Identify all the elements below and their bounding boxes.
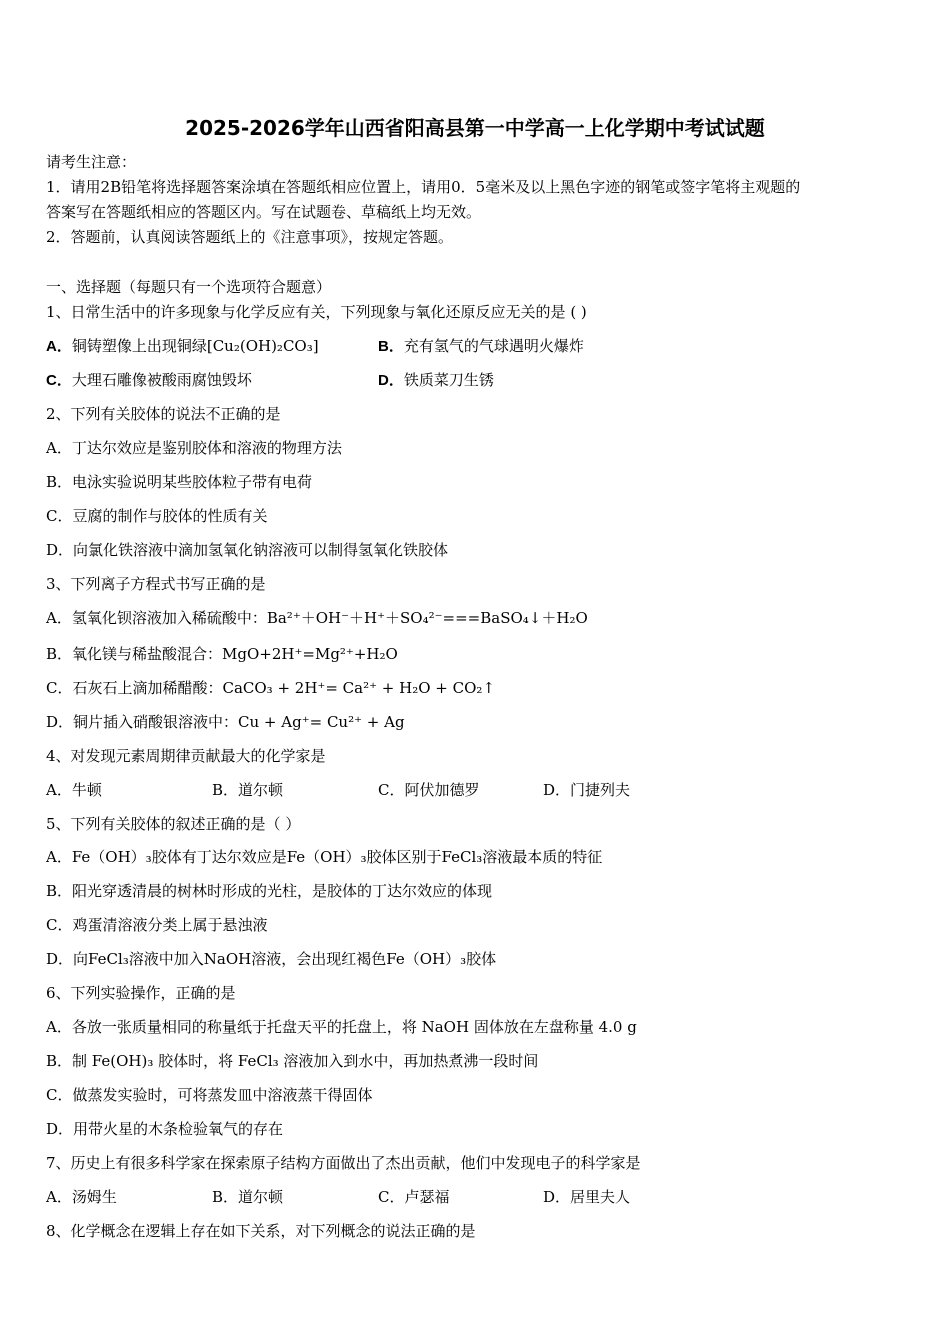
- question-3-option-a: A．氢氧化钡溶液加入稀硫酸中：Ba²⁺＋OH⁻＋H⁺＋SO₄²⁻===BaSO₄↓＋H₂O: [46, 609, 588, 627]
- question-4-option-d: D．门捷列夫: [543, 781, 631, 799]
- question-3-option-d: D．铜片插入硝酸银溶液中：Cu + Ag⁺= Cu²⁺ + Ag: [46, 713, 405, 731]
- question-6-option-c: C．做蒸发实验时，可将蒸发皿中溶液蒸干得固体: [46, 1086, 373, 1104]
- question-6-option-b: B．制 Fe(OH)₃ 胶体时，将 FeCl₃ 溶液加入到水中，再加热煮沸一段时间: [46, 1052, 539, 1070]
- notice-item-1-line-1: 1．请用2B铅笔将选择题答案涂填在答题纸相应位置上，请用0．5毫米及以上黑色字迹的钢笔或签字笔将主观题的: [46, 178, 801, 196]
- question-5-option-a: A．Fe（OH）₃胶体有丁达尔效应是Fe（OH）₃胶体区别于FeCl₃溶液最本质的特征: [46, 848, 603, 866]
- question-2-option-d: D．向氯化铁溶液中滴加氢氧化钠溶液可以制得氢氧化铁胶体: [46, 541, 449, 559]
- question-7-option-d: D．居里夫人: [543, 1188, 631, 1206]
- question-5-option-c: C．鸡蛋清溶液分类上属于悬浊液: [46, 916, 268, 934]
- question-1-option-b: B．充有氢气的气球遇明火爆炸: [378, 337, 584, 355]
- question-1-option-c: C．大理石雕像被酸雨腐蚀毁坏: [46, 371, 252, 389]
- question-2-stem: 2、下列有关胶体的说法不正确的是: [46, 405, 281, 423]
- question-7-option-b: B．道尔顿: [212, 1188, 284, 1206]
- notice-item-1-line-2: 答案写在答题纸相应的答题区内。写在试题卷、草稿纸上均无效。: [46, 203, 482, 221]
- question-4-stem: 4、对发现元素周期律贡献最大的化学家是: [46, 747, 326, 765]
- question-6-option-d: D．用带火星的木条检验氧气的存在: [46, 1120, 284, 1138]
- question-1-option-d: D．铁质菜刀生锈: [378, 371, 494, 389]
- section-heading: 一、选择题（每题只有一个选项符合题意）: [46, 278, 332, 296]
- exam-title: 2025-2026学年山西省阳高县第一中学高一上化学期中考试试题: [185, 116, 765, 140]
- question-8-stem: 8、化学概念在逻辑上存在如下关系，对下列概念的说法正确的是: [46, 1222, 476, 1240]
- question-5-stem: 5、下列有关胶体的叙述正确的是（ ）: [46, 815, 301, 833]
- question-2-option-b: B．电泳实验说明某些胶体粒子带有电荷: [46, 473, 313, 491]
- question-3-option-b: B．氧化镁与稀盐酸混合：MgO+2H⁺=Mg²⁺+H₂O: [46, 645, 398, 663]
- question-5-option-d: D．向FeCl₃溶液中加入NaOH溶液，会出现红褐色Fe（OH）₃胶体: [46, 950, 497, 968]
- question-1-option-a: A．铜铸塑像上出现铜绿[Cu₂(OH)₂CO₃]: [46, 337, 319, 355]
- question-7-stem: 7、历史上有很多科学家在探索原子结构方面做出了杰出贡献，他们中发现电子的科学家是: [46, 1154, 641, 1172]
- question-5-option-b: B．阳光穿透清晨的树林时形成的光柱，是胶体的丁达尔效应的体现: [46, 882, 493, 900]
- question-6-option-a: A．各放一张质量相同的称量纸于托盘天平的托盘上，将 NaOH 固体放在左盘称量 4.0 g: [46, 1018, 637, 1036]
- question-3-stem: 3、下列离子方程式书写正确的是: [46, 575, 266, 593]
- question-7-option-c: C．卢瑟福: [378, 1188, 450, 1206]
- question-3-option-c: C．石灰石上滴加稀醋酸：CaCO₃ + 2H⁺= Ca²⁺ + H₂O + CO₂↑: [46, 679, 495, 697]
- question-4-option-a: A．牛顿: [46, 781, 102, 799]
- notice-item-2: 2．答题前，认真阅读答题纸上的《注意事项》，按规定答题。: [46, 228, 454, 246]
- question-4-option-b: B．道尔顿: [212, 781, 284, 799]
- question-2-option-a: A．丁达尔效应是鉴别胶体和溶液的物理方法: [46, 439, 342, 457]
- notice-heading: 请考生注意：: [46, 153, 137, 171]
- question-7-option-a: A．汤姆生: [46, 1188, 117, 1206]
- question-1-stem: 1、日常生活中的许多现象与化学反应有关，下列现象与氧化还原反应无关的是 ( ): [46, 303, 587, 321]
- question-4-option-c: C．阿伏加德罗: [378, 781, 480, 799]
- question-2-option-c: C．豆腐的制作与胶体的性质有关: [46, 507, 268, 525]
- question-6-stem: 6、下列实验操作，正确的是: [46, 984, 236, 1002]
